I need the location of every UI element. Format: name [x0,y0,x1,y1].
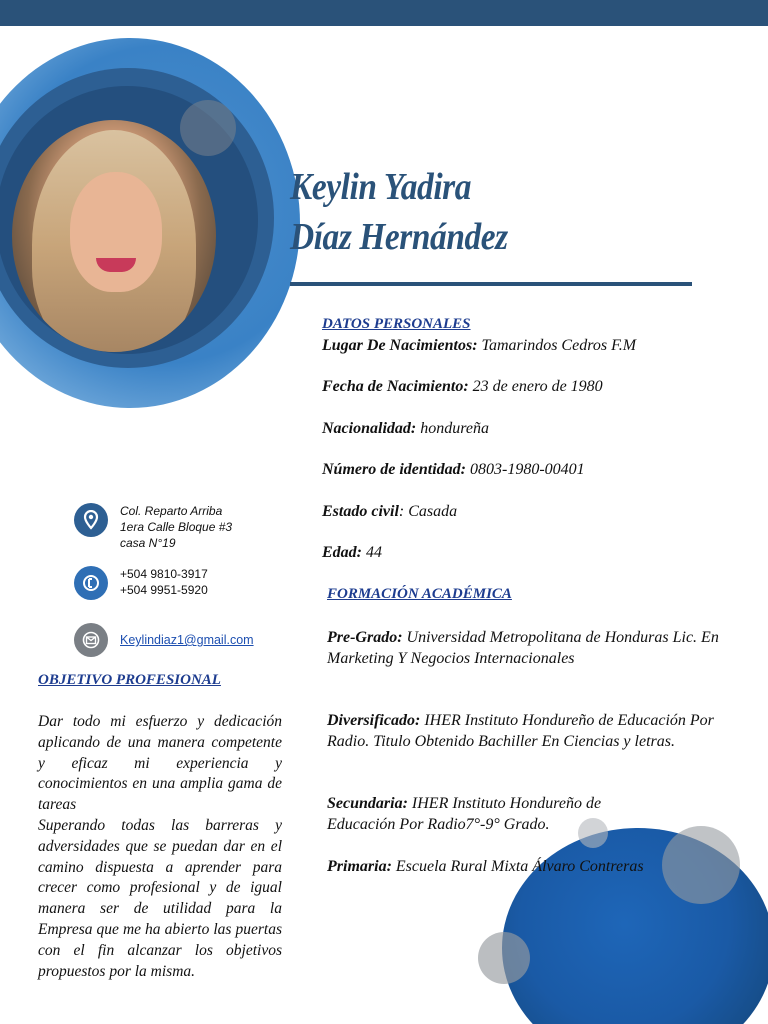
nationality-label: Nacionalidad: [322,420,417,437]
phone-1: +504 9810-3917 [120,567,208,581]
id-number-row [322,460,585,480]
objective-paragraph-1: Dar todo mi esfuerzo y dedicación aplicando de una manera competente y eficaz mi experiencia y conocimientos en una amplia gama de tareas [38,713,282,814]
phone-icon [74,566,108,600]
email-contact [74,623,254,657]
education-primaria-value: Escuela Rural Mixta Álvaro Contreras [391,858,644,875]
email-link[interactable]: Keylindiaz1@gmail.com [120,633,254,647]
birthdate-label: Fecha de Nacimiento: [322,378,469,395]
address-contact [74,503,232,551]
birthdate-value: 23 de enero de 1980 [468,378,603,395]
nationality-row [322,419,489,439]
address-line-2: 1era Calle Bloque #3 [120,520,233,534]
objective-text [38,712,282,982]
age-value: 44 [362,544,382,561]
phone-2: +504 9951-5920 [120,583,208,597]
profile-photo [12,120,216,352]
birthplace-label: Lugar De Nacimientos: [322,337,478,354]
marital-status-row [322,502,457,522]
id-number-label: Número de identidad: [322,461,466,478]
personal-data-heading: DATOS PERSONALES [322,316,471,332]
mail-icon [74,623,108,657]
name-line-2: Díaz Hernández [290,216,508,258]
name-underline [290,282,692,286]
age-label: Edad: [322,544,362,561]
location-pin-icon [74,503,108,537]
address-line-1: Col. Reparto Arriba [120,504,223,518]
top-bar [0,0,768,26]
grey-circle-decoration [478,932,530,984]
education-primaria-label: Primaria: [327,858,392,875]
grey-circle-decoration [180,100,236,156]
birthplace-row [322,336,636,356]
education-pregrado-label: Pre-Grado: [327,629,403,646]
phone-contact [74,566,208,600]
education-diversificado [327,710,717,752]
nationality-value: hondureña [416,420,489,437]
education-pregrado [327,627,727,669]
marital-status-value: : Casada [398,503,458,520]
education-diversificado-value: IHER Instituto Hondureño de Educación Por Radio. Titulo Obtenido Bachiller En Ciencias y letras. [327,712,714,750]
education-diversificado-label: Diversificado: [327,712,421,729]
education-secundaria [327,793,657,835]
age-row [322,543,382,563]
education-heading: FORMACIÓN ACADÉMICA [327,586,512,602]
education-primaria [327,856,727,877]
marital-status-label: Estado civil [322,503,399,520]
id-number-value: 0803-1980-00401 [466,461,585,478]
full-name [290,162,508,262]
name-line-1: Keylin Yadira [290,166,472,208]
education-pregrado-value: Universidad Metropolitana de Honduras Lic. En Marketing Y Negocios Internacionales [327,629,719,667]
address-line-3: casa N°19 [120,536,176,550]
birthdate-row [322,377,603,397]
education-secundaria-label: Secundaria: [327,795,408,812]
objective-heading: OBJETIVO PROFESIONAL [38,672,221,688]
birthplace-value: Tamarindos Cedros F.M [477,337,637,354]
objective-paragraph-2: Superando todas las barreras y adversidades que se puedan dar en el camino dispuesta a aprender para crecer como profesional y de igual manera ser de utilidad para la Empresa que me ha abierto las puertas con el fin alcanzar los objetivos propuestos por la misma. [38,816,282,980]
education-secundaria-value: IHER Instituto Hondureño de Educación Por Radio7°-9° Grado. [327,795,602,833]
